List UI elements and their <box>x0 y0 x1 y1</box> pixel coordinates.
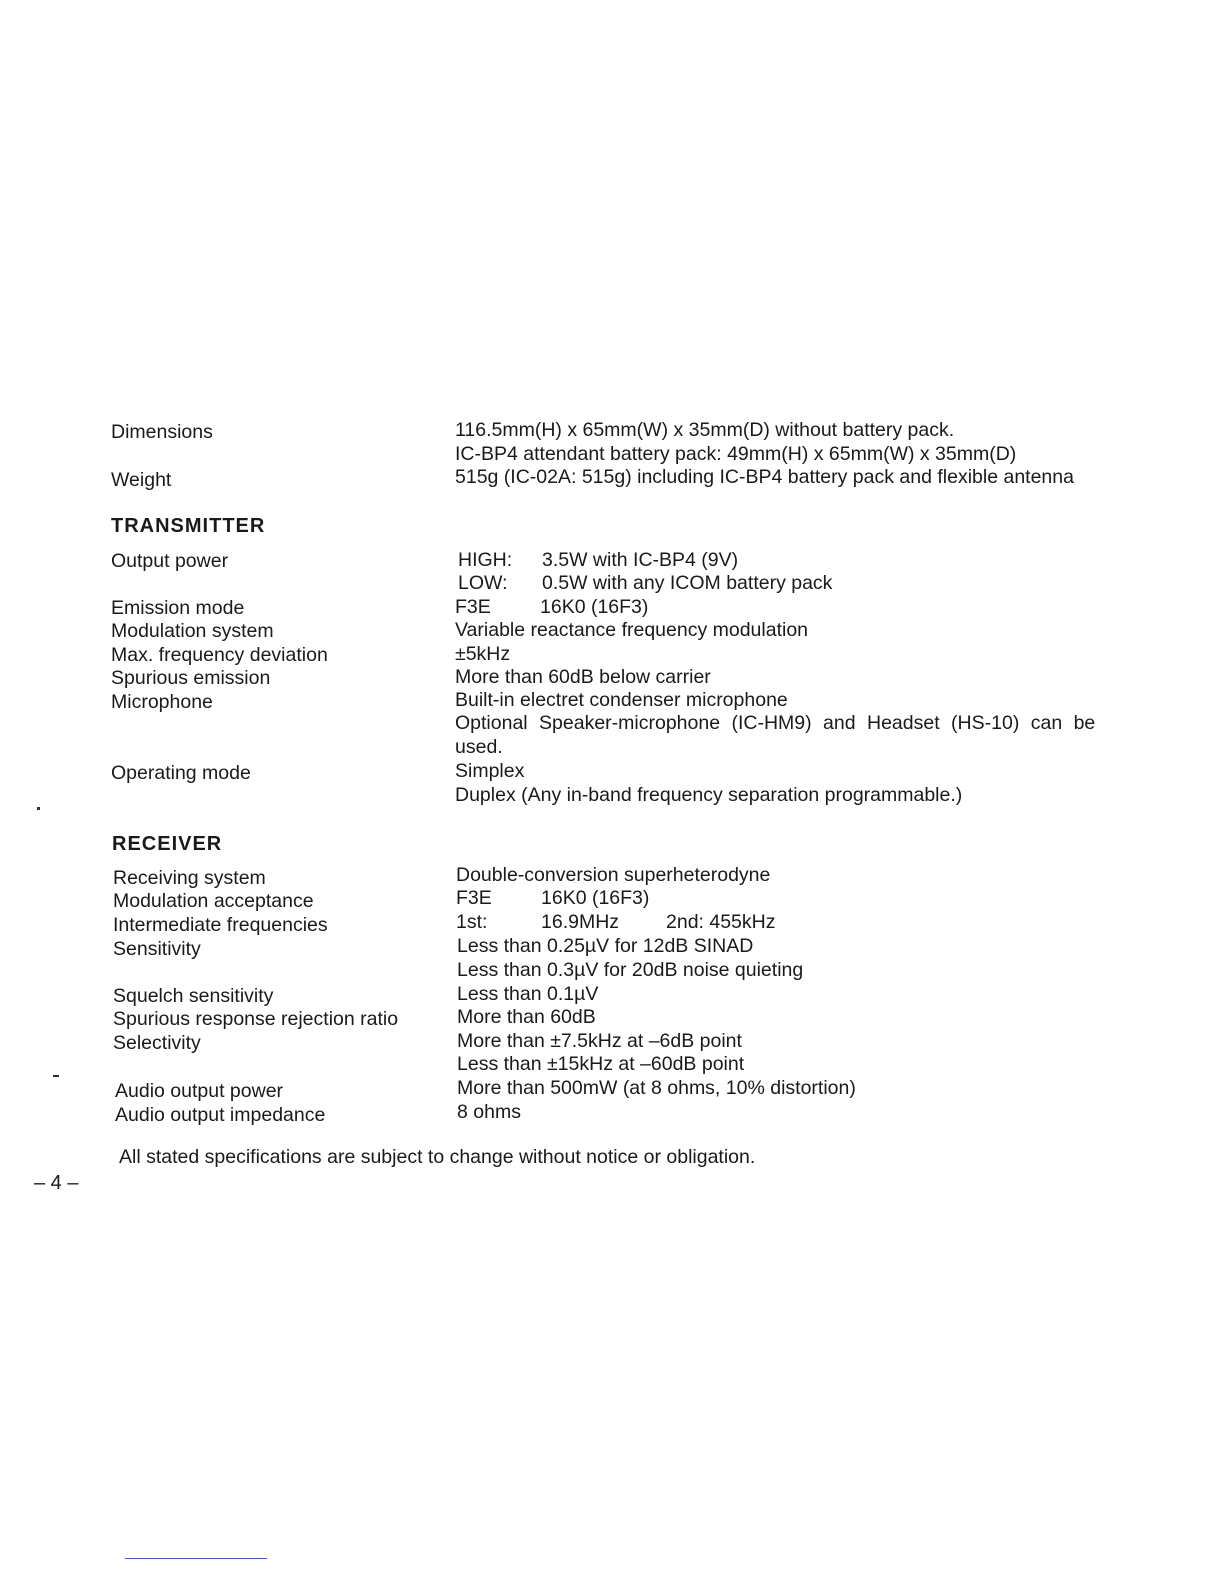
spurious-rejection-label: Spurious response rejection ratio <box>113 1008 399 1030</box>
footnote: All stated specifications are subject to change without notice or obligation. <box>119 1146 756 1168</box>
dimensions-value-1: 116.5mm(H) x 65mm(W) x 35mm(D) without battery pack. <box>455 419 955 441</box>
operating-mode-value-2: Duplex (Any in-band frequency separation programmable.) <box>455 784 963 806</box>
receiving-system-label: Receiving system <box>113 867 266 889</box>
scan-speck <box>53 1075 59 1077</box>
dimensions-value-2: IC-BP4 attendant battery pack: 49mm(H) x 65mm(W) x 35mm(D) <box>455 443 1017 465</box>
squelch-sensitivity-label: Squelch sensitivity <box>113 985 274 1007</box>
selectivity-label: Selectivity <box>113 1032 201 1054</box>
audio-output-power-label: Audio output power <box>115 1080 284 1102</box>
emission-mode-code: F3E <box>455 596 491 618</box>
if-second: 2nd: 455kHz <box>666 911 776 933</box>
audio-output-impedance-value: 8 ohms <box>457 1101 521 1123</box>
modulation-acceptance-value: 16K0 (16F3) <box>541 887 650 909</box>
modulation-system-label: Modulation system <box>111 620 274 642</box>
squelch-sensitivity-value: Less than 0.1µV <box>457 983 599 1005</box>
microphone-optional-text: Optional Speaker-microphone (IC-HM9) and Headset (HS-10) can be <box>455 712 1096 734</box>
microphone-value-3: used. <box>455 736 503 758</box>
weight-value: 515g (IC-02A: 515g) including IC-BP4 battery pack and flexible antenna <box>455 466 1074 488</box>
if-first-key: 1st: <box>456 911 488 933</box>
modulation-system-value: Variable reactance frequency modulation <box>455 619 809 641</box>
modulation-acceptance-code: F3E <box>456 887 492 909</box>
emission-mode-value: 16K0 (16F3) <box>540 596 649 618</box>
output-power-label: Output power <box>111 550 229 572</box>
output-power-low-value: 0.5W with any ICOM battery pack <box>542 572 833 594</box>
microphone-value-2 <box>455 712 1138 736</box>
spurious-emission-label: Spurious emission <box>111 667 271 689</box>
if-first-value: 16.9MHz <box>541 911 620 933</box>
max-deviation-label: Max. frequency deviation <box>111 644 328 666</box>
selectivity-value-2: Less than ±15kHz at –60dB point <box>457 1053 745 1075</box>
bottom-rule <box>125 1558 267 1559</box>
sensitivity-label: Sensitivity <box>113 938 201 960</box>
operating-mode-value-1: Simplex <box>455 760 525 782</box>
output-power-low-key: LOW: <box>458 572 508 594</box>
max-deviation-value: ±5kHz <box>455 643 511 665</box>
page-number: – 4 – <box>34 1172 79 1194</box>
audio-output-power-value: More than 500mW (at 8 ohms, 10% distortion) <box>457 1077 856 1099</box>
sensitivity-value-2: Less than 0.3µV for 20dB noise quieting <box>457 959 804 981</box>
microphone-label: Microphone <box>111 691 213 713</box>
microphone-value-1: Built-in electret condenser microphone <box>455 689 788 711</box>
transmitter-heading: TRANSMITTER <box>111 515 266 537</box>
spurious-rejection-value: More than 60dB <box>457 1006 596 1028</box>
selectivity-value-1: More than ±7.5kHz at –6dB point <box>457 1030 742 1052</box>
weight-label: Weight <box>111 469 172 491</box>
intermediate-frequencies-label: Intermediate frequencies <box>113 914 328 936</box>
receiver-heading: RECEIVER <box>112 833 223 855</box>
operating-mode-label: Operating mode <box>111 762 251 784</box>
output-power-high-value: 3.5W with IC-BP4 (9V) <box>542 549 739 571</box>
scan-speck <box>37 807 40 810</box>
receiving-system-value: Double-conversion superheterodyne <box>456 864 771 886</box>
dimensions-label: Dimensions <box>111 421 213 443</box>
emission-mode-label: Emission mode <box>111 597 245 619</box>
audio-output-impedance-label: Audio output impedance <box>115 1104 326 1126</box>
output-power-high-key: HIGH: <box>458 549 513 571</box>
spurious-emission-value: More than 60dB below carrier <box>455 666 711 688</box>
sensitivity-value-1: Less than 0.25µV for 12dB SINAD <box>457 935 754 957</box>
modulation-acceptance-label: Modulation acceptance <box>113 890 314 912</box>
